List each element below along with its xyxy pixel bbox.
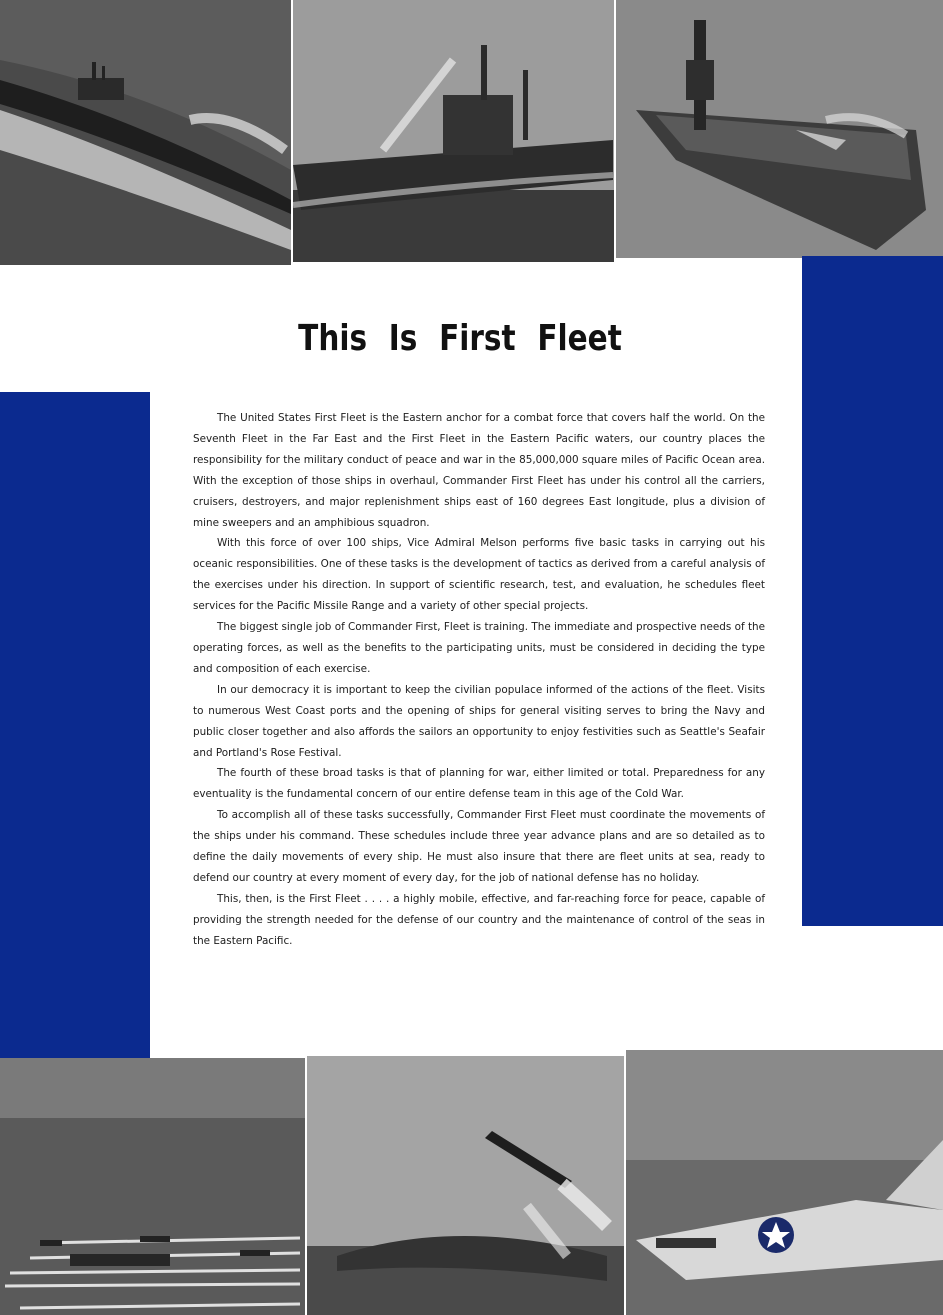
page-title: This Is First Fleet — [298, 318, 622, 359]
bottom-photo-jet — [626, 1050, 943, 1315]
paragraph: The United States First Fleet is the Eastern anchor for a combat force that covers half the world. On the Seventh Fleet in the Far East and the First Fleet in the Eastern Pacific waters, our country places the responsibility for the military conduct of peace and war in the 85,000,000 square miles of Pacific Ocean area. With the exception of those ships in overhaul, Commander First Fleet has under his control all the carriers, cruisers, destroyers, and major replenishment ships east of 160 degrees East longitude, plus a division of mine sweepers and an amphibious squadron. — [193, 412, 765, 529]
top-photo-submarine — [0, 0, 291, 265]
aircraft-carrier-icon — [616, 0, 943, 258]
missile-launch-icon — [307, 1056, 624, 1315]
top-photo-carrier — [616, 0, 943, 258]
blue-band-left — [0, 392, 150, 1058]
top-photo-cruiser — [293, 0, 614, 262]
bottom-photo-missile — [307, 1056, 624, 1315]
article-body — [193, 408, 765, 952]
paragraph: In our democracy it is important to keep the civilian populace informed of the actions of the fleet. Visits to numerous West Coast ports and the opening of ships for general visiting serves to bring the Navy and public closer together and also affords the sailors an opportunity to enjoy festivities such as Seattle's Seafair and Portland's Rose Festival. — [193, 683, 765, 759]
fleet-formation-icon — [0, 1058, 305, 1315]
paragraph: The biggest single job of Commander First, Fleet is training. The immediate and prospective needs of the operating forces, as well as the benefits to the participating units, must be considered in deciding the type and composition of each exercise. — [193, 621, 765, 675]
paragraph: This, then, is the First Fleet . . . . a highly mobile, effective, and far-reaching force for peace, capable of providing the strength needed for the defense of our country and the maintenance of control of the seas in the Eastern Pacific. — [193, 892, 765, 947]
paragraph: To accomplish all of these tasks successfully, Commander First Fleet must coordinate the movements of the ships under his command. These schedules include three year advance plans and are so detailed as to define the daily movements of every ship. He must also insure that there are fleet units at sea, ready to defend our country at every moment of every day, for the job of national defense has no holiday. — [193, 809, 765, 884]
blue-band-right — [802, 256, 943, 926]
bottom-photo-fleet — [0, 1058, 305, 1315]
paragraph: With this force of over 100 ships, Vice Admiral Melson performs five basic tasks in carrying out his oceanic responsibilities. One of these tasks is the development of tactics as derived from a careful analysis of the exercises under his direction. In support of scientific research, test, and evaluation, he schedules fleet services for the Pacific Missile Range and a variety of other special projects. — [193, 537, 765, 613]
submarine-icon — [0, 0, 291, 265]
cruiser-icon — [293, 0, 614, 262]
jet-fighter-icon — [626, 1050, 943, 1315]
paragraph: The fourth of these broad tasks is that of planning for war, either limited or total. Preparedness for any eventuality is the fundamental concern of our entire defense team in this age of the Cold War. — [193, 767, 765, 801]
